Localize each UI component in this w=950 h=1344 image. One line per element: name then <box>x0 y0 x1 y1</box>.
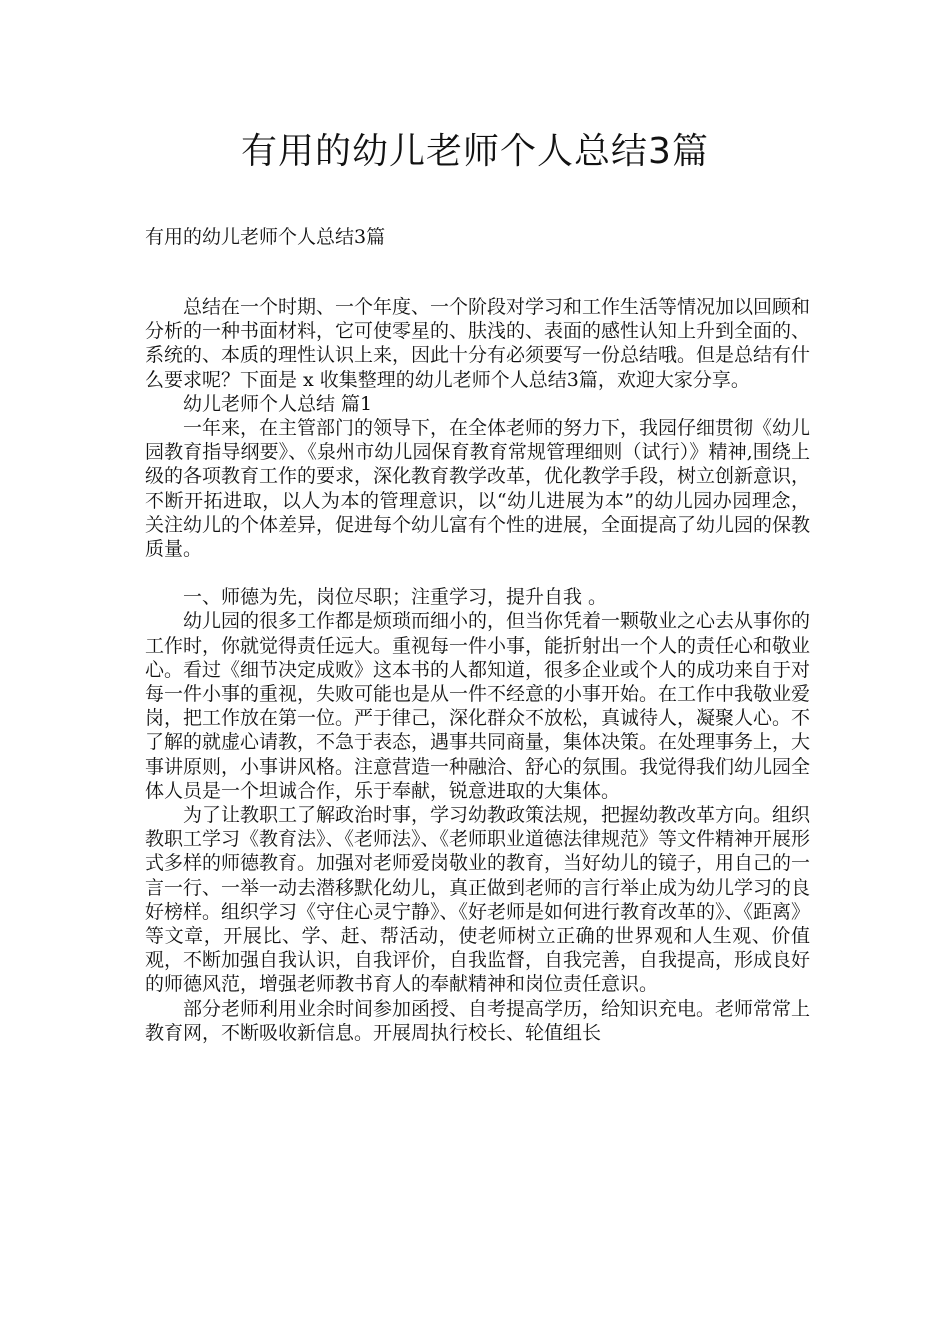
intro-paragraph: 总结在一个时期、一个年度、一个阶段对学习和工作生活等情况加以回顾和分析的一种书面材料，它可使零星的、肤浅的、表面的感性认知上升到全面的、系统的、本质的理性认识上来，因此十分有必须要写一份总结哦。但是总结有什么要求呢？下面是 x 收集整理的幼儿老师个人总结3篇，欢迎大家分享。 <box>145 296 811 391</box>
document-subtitle: 有用的幼儿老师个人总结3篇 <box>145 226 386 248</box>
body-paragraph: 部分老师利用业余时间参加函授、自考提高学历，给知识充电。老师常常上教育网，不断吸收新信息。开展周执行校长、轮值组长 <box>145 997 811 1044</box>
document-title: 有用的幼儿老师个人总结3篇 <box>241 131 709 172</box>
document-body <box>145 295 810 1045</box>
body-paragraph: 一年来，在主管部门的领导下，在全体老师的努力下，我园仔细贯彻《幼儿园教育指导纲要》、《泉州市幼儿园保育教育常规管理细则（试行）》精神,围绕上级的各项教育工作的要求，深化教育教学改革，优化教学手段，树立创新意识，不断开拓进取，以人为本的管理意识，以“幼儿进展为本”的幼儿园办园理念，关注幼儿的个体差异，促进每个幼儿富有个性的进展，全面提高了幼儿园的保教质量。 <box>145 417 811 561</box>
subsection-heading: 一、师德为先，岗位尽职；注重学习，提升自我 。 <box>183 586 608 609</box>
body-paragraph: 为了让教职工了解政治时事，学习幼教政策法规，把握幼教改革方向。组织教职工学习《教育法》、《老师法》、《老师职业道德法律规范》等文件精神开展形式多样的师德教育。加强对老师爱岗敬业的教育，当好幼儿的镜子，用自己的一言一行、一举一动去潜移默化幼儿，真正做到老师的言行举止成为幼儿学习的良好榜样。组织学习《守住心灵宁静》、《好老师是如何进行教育改革的》、《距离》等文章，开展比、学、赶、帮活动，使老师树立正确的世界观和人生观、价值观，不断加强自我认识，自我评价，自我监督，自我完善，自我提高，形成良好的师德风范，增强老师教书育人的奉献精神和岗位责任意识。 <box>145 804 811 996</box>
section-heading: 幼儿老师个人总结 篇1 <box>183 392 373 415</box>
body-paragraph: 幼儿园的很多工作都是烦琐而细小的，但当你凭着一颗敬业之心去从事你的工作时，你就觉得责任远大。重视每一件小事，能折射出一个人的责任心和敬业心。看过《细节决定成败》这本书的人都知道，很多企业或个人的成功来自于对每一件小事的重视，失败可能也是从一件不经意的小事开始。在工作中我敬业爱岗，把工作放在第一位。严于律己，深化群众不放松，真诚待人，凝聚人心。不了解的就虚心请教，不急于表态，遇事共同商量，集体决策。在处理事务上，大事讲原则，小事讲风格。注意营造一种融洽、舒心的氛围。我觉得我们幼儿园全体人员是一个坦诚合作，乐于奉献，锐意进取的大集体。 <box>145 610 811 802</box>
